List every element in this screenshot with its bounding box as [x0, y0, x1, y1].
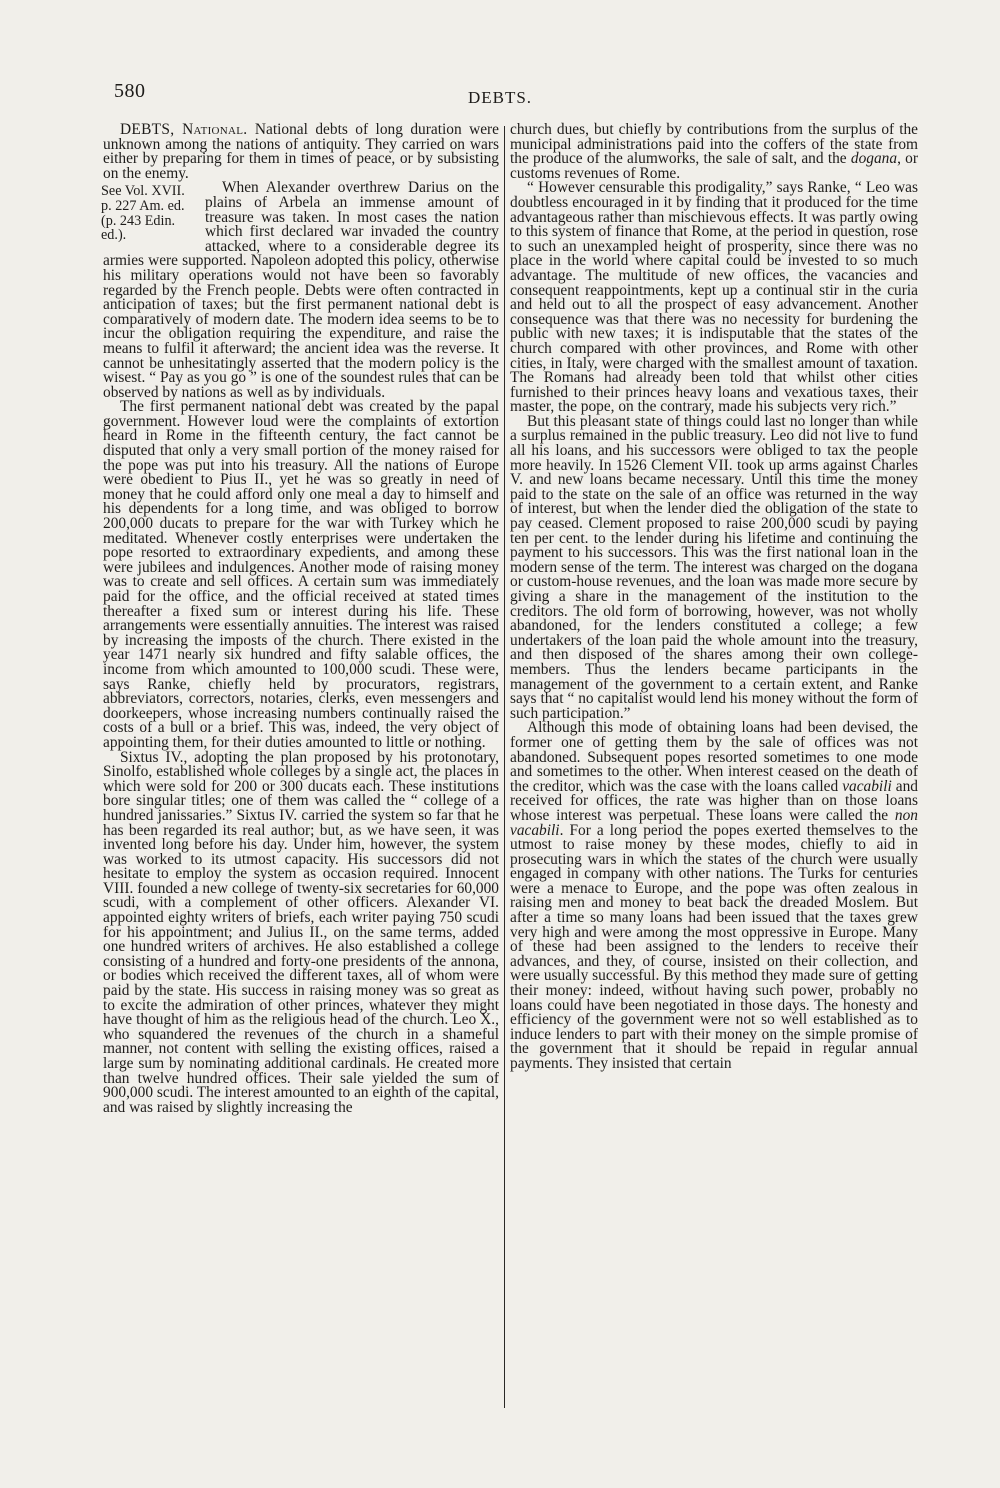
paragraph-pleasant-state: But this pleasant state of things could last no longer than while a surplus remained in the public treasury. Leo did not live to fund all his loans, and his successors were obliged to tax the people more heavily. In 1526 Clement VII. took up arms against Charles V. and new loans became necessary. Until this time the money paid to the state on the sale of an office was returned in the way of interest, but when the lender died the obligation of the state to pay ceased. Clement proposed to raise 200,000 scudi by paying ten per cent. to the lender during his lifetime and continuing the payment to his successors. This was the first national loan in the modern sense of the term. The interest was charged on the dogana or custom-house revenues, and the loan was made more secure by giving a share in the management of the institution to the creditors. The old form of borrowing, however, was not wholly abandoned, for the lenders constituted a college; a few undertakers of the loan paid the whole amount into the treasury, and then disposed of the shares among their own college-members. Thus the lenders became participants in the management of the government to a certain extent, and Ranke says that “ no capitalist would lend his money without the form of such participation.” [510, 412, 918, 722]
running-title: DEBTS. [467, 88, 533, 107]
paragraph-ranke-quote: “ However censurable this prodigality,” says Ranke, “ Leo was doubtless encouraged in it by finding that it produced for the time advantageous rather than mischievous effects. It was partly owing to this system of finance that Rome, at the period in question, rose to such an unexampled height of prosperity, since there was no place in the world where capital could be invested to so much advantage. The multitude of new offices, the vacancies and consequent reappointments, kept up a continual stir in the curia and held out to all the prospect of easy advancement. Another consequence was that there was no necessity for burdening the public with new taxes; it is indisputable that the states of the church compared with other provinces, and Rome with other cities, in Italy, were charged with the smallest amount of taxation. The Romans had already been told that whilst other cities furnished to their princes heavy loans and vexatious taxes, their master, the pope, on the contrary, made his subjects very rich.” [510, 179, 918, 416]
right-column [510, 123, 918, 1072]
sidenote-line: p. 227 Am. ed. [101, 197, 185, 214]
sidenote-line: ed.). [101, 227, 127, 244]
paragraph-although [510, 721, 918, 1071]
column-rule [504, 126, 505, 708]
italic-term: non vacabili [510, 806, 918, 839]
continued-text: church dues, but chiefly by contributions from the surplus of the municipal administrations paid into the coffers of the state from the produce of the alumworks, the sale of salt, and the [510, 121, 918, 168]
paragraph-papal-debt: The first permanent national debt was created by the papal government. However loud were the complaints of extortion heard in Rome in the fifteenth century, the fact cannot be disputed that only a very small portion of the money raised for the pope was put into his treasury. All the nations of Europe were obedient to Pius II., yet he was so greatly in need of money that he could afford only one meal a day to himself and his dependents for a long time, and was obliged to borrow 200,000 ducats to prepare for the war with Turkey which he meditated. Whenever costly enterprises were undertaken the pope resorted to extraordinary expedients, and among these were jubilees and indulgences. Another mode of raising money was to create and sell offices. A certain sum was immediately paid for the office, and the official received at stated times thereafter a fixed sum or interest during his life. These arrangements were essentially annuities. The interest was raised by increasing the imposts of the church. There existed in the year 1471 nearly six hundred and fifty salable offices, the income from which amounted to 100,000 scudi. These were, says Ranke, chiefly held by procurators, registrars, abbreviators, correctors, notaries, clerks, even messengers and doorkeepers, whose increasing numbers continually raised the costs of a bull or a brief. This was, indeed, the very object of appointing them, for their duties amounted to little or nothing. [103, 398, 499, 751]
left-column [103, 123, 499, 1115]
paragraph-text: Although this mode of obtaining loans had been devised, the former one of getting them by the sale of offices was not abandoned. Subsequent popes resorted sometimes to one mode and sometimes to the other. When interest ceased on the death of the creditor, which was the case with the loans called [510, 719, 918, 795]
page-number: 580 [114, 80, 146, 102]
paragraph-sixtus: Sixtus IV., adopting the plan proposed by his protonotary, Sinolfo, established whole colleges by a single act, the places in which were sold for 200 or 300 ducats each. These institutions bore singular titles; one of them was called the “ college of a hundred janissaries.” Sixtus IV. carried the system so far that he has been regarded its real author; but, as we have seen, it was invented long before his day. Under him, however, the system was worked to its utmost capacity. His successors did not hesitate to employ the system as occasion required. Innocent VIII. founded a new college of twenty-six secretaries for 60,000 scudi, with a complement of other officers. Alexander VI. appointed eighty writers of briefs, each writer paying 750 scudi for his appointment; and Julius II., on the same terms, added one hundred writers of archives. He also established a college consisting of a hundred and forty-one presidents of the annona, or bodies which received the different taxes, all of whom were paid by the state. His success in raising money was so great as to excite the admiration of other princes, whatever they might have thought of him as the religious head of the church. Leo X., who squandered the revenues of the church in a shameful manner, not content with selling the existing offices, raised a large sum by nominating additional cardinals. He created more than twelve hundred offices. Their sale yielded the sum of 900,000 scudi. The interest amounted to an eighth of the capital, and was raised by slightly increasing the [103, 748, 499, 1116]
paragraph-text: . For a long period the popes exerted themselves to the utmost to raise money by these modes, chiefly to aid in prosecuting wars in which the states of the church were usually engaged in company with other nations. The Turks for centuries were a menace to Europe, and the pope was often zealous in raising men and money to beat back the dreaded Moslem. But after a time so many loans had been issued that the taxes grew very high and were among the most oppressive in Europe. Many of these had been assigned to the lenders to receive their advances, and they, of course, insisted on their collection, and were usually successful. By this method they made sure of getting their money: indeed, without having such power, probably no loans could have been negotiated in those days. The honesty and efficiency of the government were not so well established as to induce lenders to part with their money on the simple promise of the government that it should be repaid in regular annual payments. They insisted that certain [510, 821, 918, 1072]
article-heading: DEBTS, National. [120, 121, 248, 138]
sidenote-line: (p. 243 Edin. [101, 212, 176, 229]
article-opening-paragraph [103, 123, 499, 181]
sidenote-line: See Vol. XVII. [101, 183, 185, 200]
cross-reference-sidenote [101, 184, 193, 242]
continued-paragraph [510, 123, 918, 181]
continued-text-end: , or customs revenues of Rome. [510, 150, 918, 182]
paragraph-text: and received for offices, the rate was higher than on those loans whose interest was perpetual. These loans were called the [510, 777, 918, 824]
opening-text: National debts of long duration were unknown among the nations of antiquity. They carried on wars either by preparing for them in times of peace, or by subsisting on the enemy. [103, 121, 500, 182]
paragraph-alexander: When Alexander overthrew Darius on the plains of Arbela an immense amount of treasure was taken. In most cases the nation which first declared war invaded the country attacked, where to a considerable degree its armies were supported. Napoleon adopted this policy, otherwise his military operations would not have been so favorably regarded by the French people. Debts were often contracted in anticipation of taxes; but the first permanent national debt is comparatively of modern date. The modern idea seems to be to incur the obligation requiring the expenditure, and raise the means to fulfil it afterward; the ancient idea was the reverse. It cannot be unhesitatingly asserted that the modern policy is the wisest. “ Pay as you go ” is one of the soundest rules that can be observed by nations as well as by individuals. [103, 179, 499, 401]
column-rule-lower [504, 708, 505, 1408]
italic-term: vacabili [842, 777, 892, 795]
italic-term: dogana [850, 150, 898, 168]
